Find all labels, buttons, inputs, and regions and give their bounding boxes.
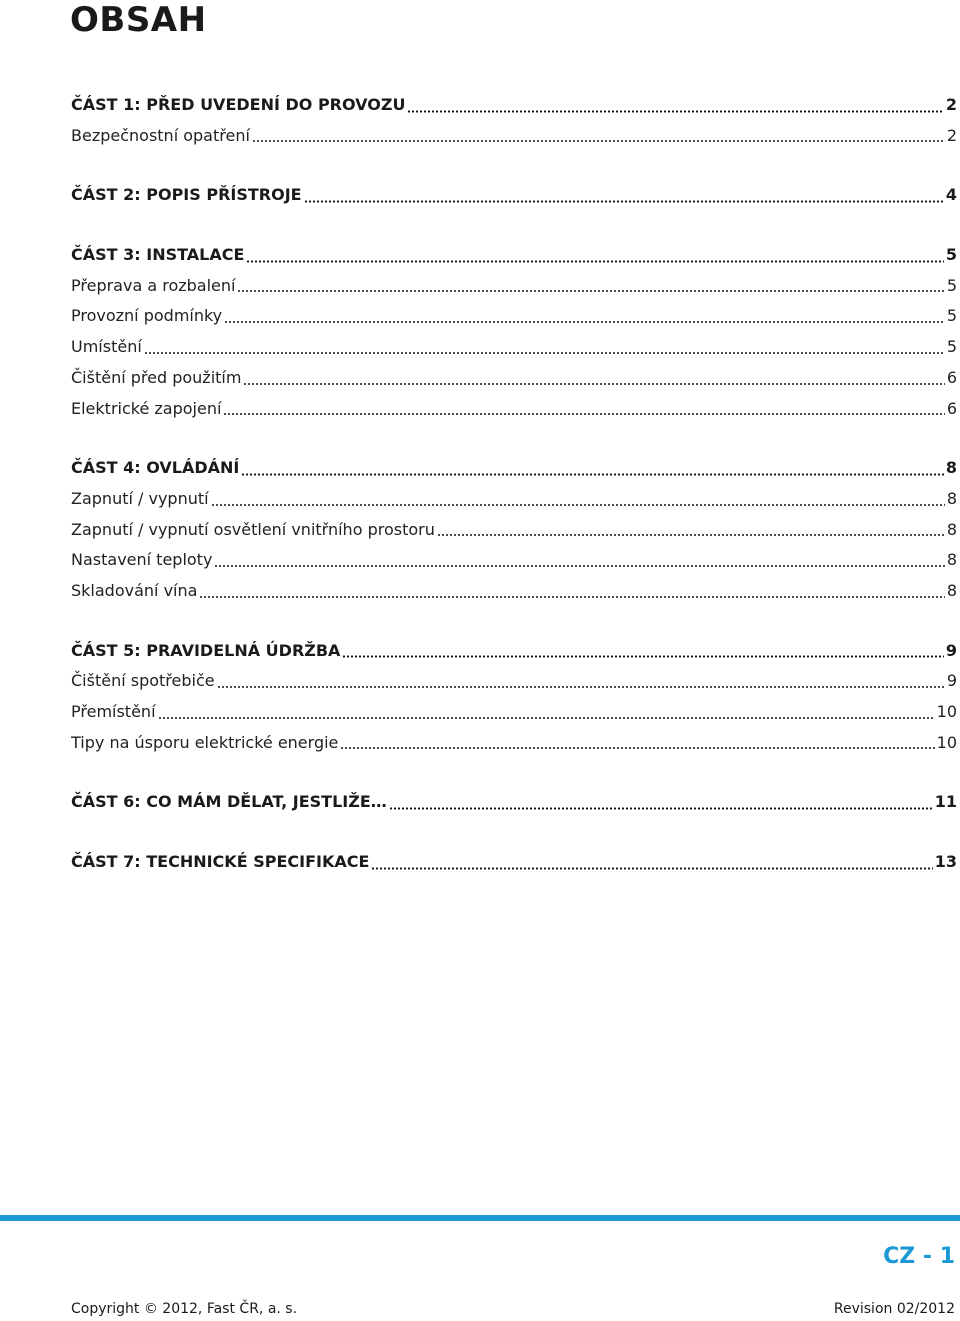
toc-heading-label: ČÁST 3: INSTALACE	[71, 245, 245, 265]
toc-item[interactable]	[71, 484, 957, 515]
toc-page-number: 2	[946, 125, 957, 145]
dot-leader	[342, 636, 943, 667]
toc-item[interactable]	[71, 576, 957, 607]
copyright-text: Copyright © 2012, Fast ČR, a. s.	[71, 1301, 298, 1317]
toc-item[interactable]	[71, 121, 957, 152]
dot-leader	[217, 666, 945, 697]
toc-heading-label: ČÁST 4: OVLÁDÁNÍ	[71, 458, 240, 478]
dot-leader	[144, 332, 945, 363]
toc-page-number: 8	[946, 580, 957, 600]
toc-page-number: 9	[946, 671, 957, 691]
toc-item-label: Bezpečnostní opatření	[71, 125, 250, 145]
toc-page-number: 5	[946, 275, 957, 295]
toc-page-number: 6	[946, 367, 957, 387]
dot-leader	[241, 453, 943, 484]
toc-heading[interactable]	[71, 180, 957, 211]
toc-section-2	[71, 180, 957, 211]
dot-leader	[371, 847, 932, 878]
toc-heading-label: ČÁST 6: CO MÁM DĚLAT, JESTLIŽE…	[71, 792, 387, 812]
dot-leader	[223, 394, 944, 425]
toc-item[interactable]	[71, 545, 957, 576]
toc-item-label: Čištění spotřebiče	[71, 671, 215, 691]
dot-leader	[437, 515, 945, 546]
toc-item-label: Zapnutí / vypnutí	[71, 488, 209, 508]
toc-item[interactable]	[71, 728, 957, 759]
toc-heading[interactable]	[71, 240, 957, 271]
toc-page-number: 4	[945, 185, 957, 205]
page-number-mark: CZ - 1	[883, 1244, 955, 1269]
dot-leader	[252, 121, 945, 152]
dot-leader	[158, 697, 935, 728]
toc-item-label: Zapnutí / vypnutí osvětlení vnitřního prostoru	[71, 519, 435, 539]
toc-item-label: Skladování vína	[71, 580, 198, 600]
toc-item[interactable]	[71, 394, 957, 425]
toc-item[interactable]	[71, 697, 957, 728]
toc-page-number: 11	[934, 792, 957, 812]
revision-text: Revision 02/2012	[833, 1301, 955, 1317]
dot-leader	[224, 301, 945, 332]
toc-page-number: 6	[946, 398, 957, 418]
toc-section-6	[71, 787, 957, 818]
toc-item[interactable]	[71, 332, 957, 363]
toc-item-label: Elektrické zapojení	[71, 398, 222, 418]
toc-heading-label: ČÁST 1: PŘED UVEDENÍ DO PROVOZU	[71, 95, 406, 114]
toc-heading[interactable]	[71, 453, 957, 484]
toc-item[interactable]	[71, 301, 957, 332]
toc-page-number: 2	[945, 95, 957, 114]
toc-item[interactable]	[71, 666, 957, 697]
toc-item-label: Provozní podmínky	[71, 306, 223, 326]
toc-page-number: 8	[946, 519, 957, 539]
toc-page-number: 9	[945, 640, 957, 660]
dot-leader	[340, 728, 934, 759]
toc-heading[interactable]	[71, 847, 957, 878]
toc-heading-label: ČÁST 2: POPIS PŘÍSTROJE	[71, 185, 302, 205]
toc-heading[interactable]	[71, 787, 957, 818]
toc-heading-label: ČÁST 5: PRAVIDELNÁ ÚDRŽBA	[71, 640, 341, 660]
toc-page-number: 8	[946, 550, 957, 570]
table-of-contents	[71, 90, 957, 878]
toc-section-1	[71, 90, 957, 151]
dot-leader	[304, 180, 944, 211]
dot-leader	[237, 271, 944, 302]
toc-page-number: 5	[945, 245, 957, 265]
toc-item-label: Přeprava a rozbalení	[71, 275, 236, 295]
toc-section-4	[71, 453, 957, 606]
toc-page-number: 5	[946, 337, 957, 357]
toc-item-label: Čištění před použitím	[71, 367, 242, 387]
toc-page-number: 5	[946, 306, 957, 326]
dot-leader	[243, 363, 944, 394]
toc-page-number: 13	[934, 852, 957, 872]
dot-leader	[211, 484, 945, 515]
dot-leader	[389, 787, 933, 818]
toc-item-label: Přemístění	[71, 702, 156, 721]
toc-page-number: 10	[936, 732, 957, 752]
page-title: OBSAH	[70, 0, 207, 40]
toc-section-3	[71, 240, 957, 424]
toc-item[interactable]	[71, 271, 957, 302]
toc-item[interactable]	[71, 363, 957, 394]
dot-leader	[246, 240, 943, 271]
toc-item-label: Tipy na úsporu elektrické energie	[71, 732, 339, 752]
toc-page-number: 10	[936, 702, 957, 721]
toc-item-label: Nastavení teploty	[71, 550, 213, 570]
toc-section-5	[71, 636, 957, 759]
dot-leader	[407, 90, 943, 121]
toc-page-number: 8	[946, 488, 957, 508]
footer-divider	[0, 1215, 960, 1221]
toc-item-label: Umístění	[71, 337, 142, 357]
toc-section-7	[71, 847, 957, 878]
toc-heading[interactable]	[71, 636, 957, 667]
toc-heading[interactable]	[71, 90, 957, 121]
dot-leader	[199, 576, 944, 607]
toc-item[interactable]	[71, 515, 957, 546]
toc-heading-label: ČÁST 7: TECHNICKÉ SPECIFIKACE	[71, 852, 370, 872]
toc-page-number: 8	[945, 458, 957, 478]
dot-leader	[214, 545, 944, 576]
